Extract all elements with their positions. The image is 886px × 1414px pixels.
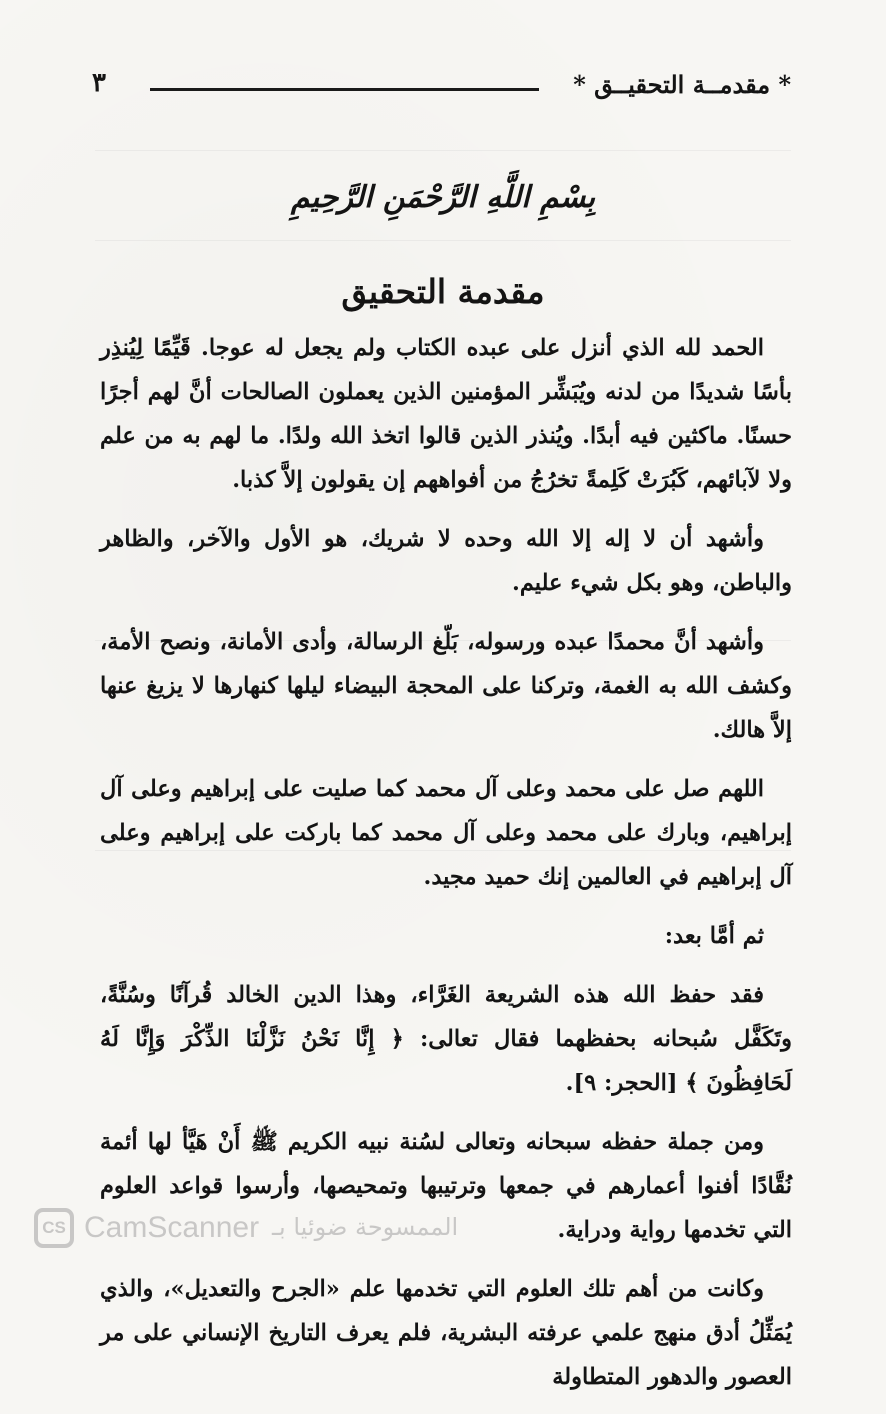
paragraph: وكانت من أهم تلك العلوم التي تخدمها علم «الجرح والتعديل»، والذي يُمَثِّلُ أدق منهج علمي عرفته البشرية، فلم يعرف التاريخ الإنساني على مر العصور والدهور المتطاولة <box>100 1276 792 1390</box>
watermark-arabic-text: الممسوحة ضوئيا بـ <box>272 1213 459 1241</box>
paragraph: ثم أمَّا بعد: <box>664 923 764 949</box>
bleed-through-line <box>95 150 791 151</box>
page-title: مقدمة التحقيق <box>341 272 545 311</box>
camscanner-watermark <box>34 1208 514 1254</box>
paragraph: اللهم صل على محمد وعلى آل محمد كما صليت على إبراهيم وعلى آل إبراهيم، وبارك على محمد وعلى آل محمد كما باركت على إبراهيم وعلى آل إبراهيم في العالمين إنك حميد مجيد. <box>100 776 792 890</box>
bleed-through-line <box>95 240 791 241</box>
page-number: ٣ <box>92 68 106 98</box>
camscanner-logo-icon: CS <box>34 1208 74 1248</box>
basmala: بِسْمِ اللَّهِ الرَّحْمَنِ الرَّحِيمِ <box>290 180 596 215</box>
header-title: * مقدمــة التحقيــق * <box>573 70 791 99</box>
running-header <box>92 66 791 106</box>
paragraph: وأشهد أن لا إله إلا الله وحده لا شريك، هو الأول والآخر، والظاهر والباطن، وهو بكل شيء عليم. <box>100 526 792 596</box>
paragraph: الحمد لله الذي أنزل على عبده الكتاب ولم يجعل له عوجا. قَيِّمًا لِيُنذِر بأسًا شديدًا من لدنه ويُبَشِّر المؤمنين الذين يعملون الصالحات أنَّ لهم أجرًا حسنًا. ماكثين فيه أبدًا. ويُنذر الذين قالوا اتخذ الله ولدًا. ما لهم به من علم ولا لآبائهم، كَبُرَتْ كَلِمةً تخرُجُ من أفواههم إن يقولون إلاَّ كذبا. <box>100 335 792 493</box>
paragraph: ومن جملة حفظه سبحانه وتعالى لسُنة نبيه الكريم ﷺ أَنْ هَيَّأ لها أئمة نُقَّادًا أفنوا أعمارهم في جمعها وترتيبها وتمحيصها، وأرسوا قواعد العلوم التي تخدمها رواية ودراية. <box>100 1129 792 1243</box>
paragraph: فقد حفظ الله هذه الشريعة الغَرَّاء، وهذا الدين الخالد قُرآنًا وسُنَّةً، وتَكَفَّل سُبحانه بحفظهما فقال تعالى: ﴿ إِنَّا نَحْنُ نَزَّلْنَا الذِّكْرَ وَإِنَّا لَهُ لَحَافِظُونَ ﴾ [الحجر: ٩]. <box>100 982 792 1096</box>
header-rule <box>150 88 539 91</box>
watermark-brand: CamScanner <box>84 1211 260 1244</box>
paragraph: وأشهد أنَّ محمدًا عبده ورسوله، بَلّغ الرسالة، وأدى الأمانة، ونصح الأمة، وكشف الله به الغمة، وتركنا على المحجة البيضاء ليلها كنهارها لا يزيغ عنها إلاَّ هالك. <box>100 629 792 743</box>
